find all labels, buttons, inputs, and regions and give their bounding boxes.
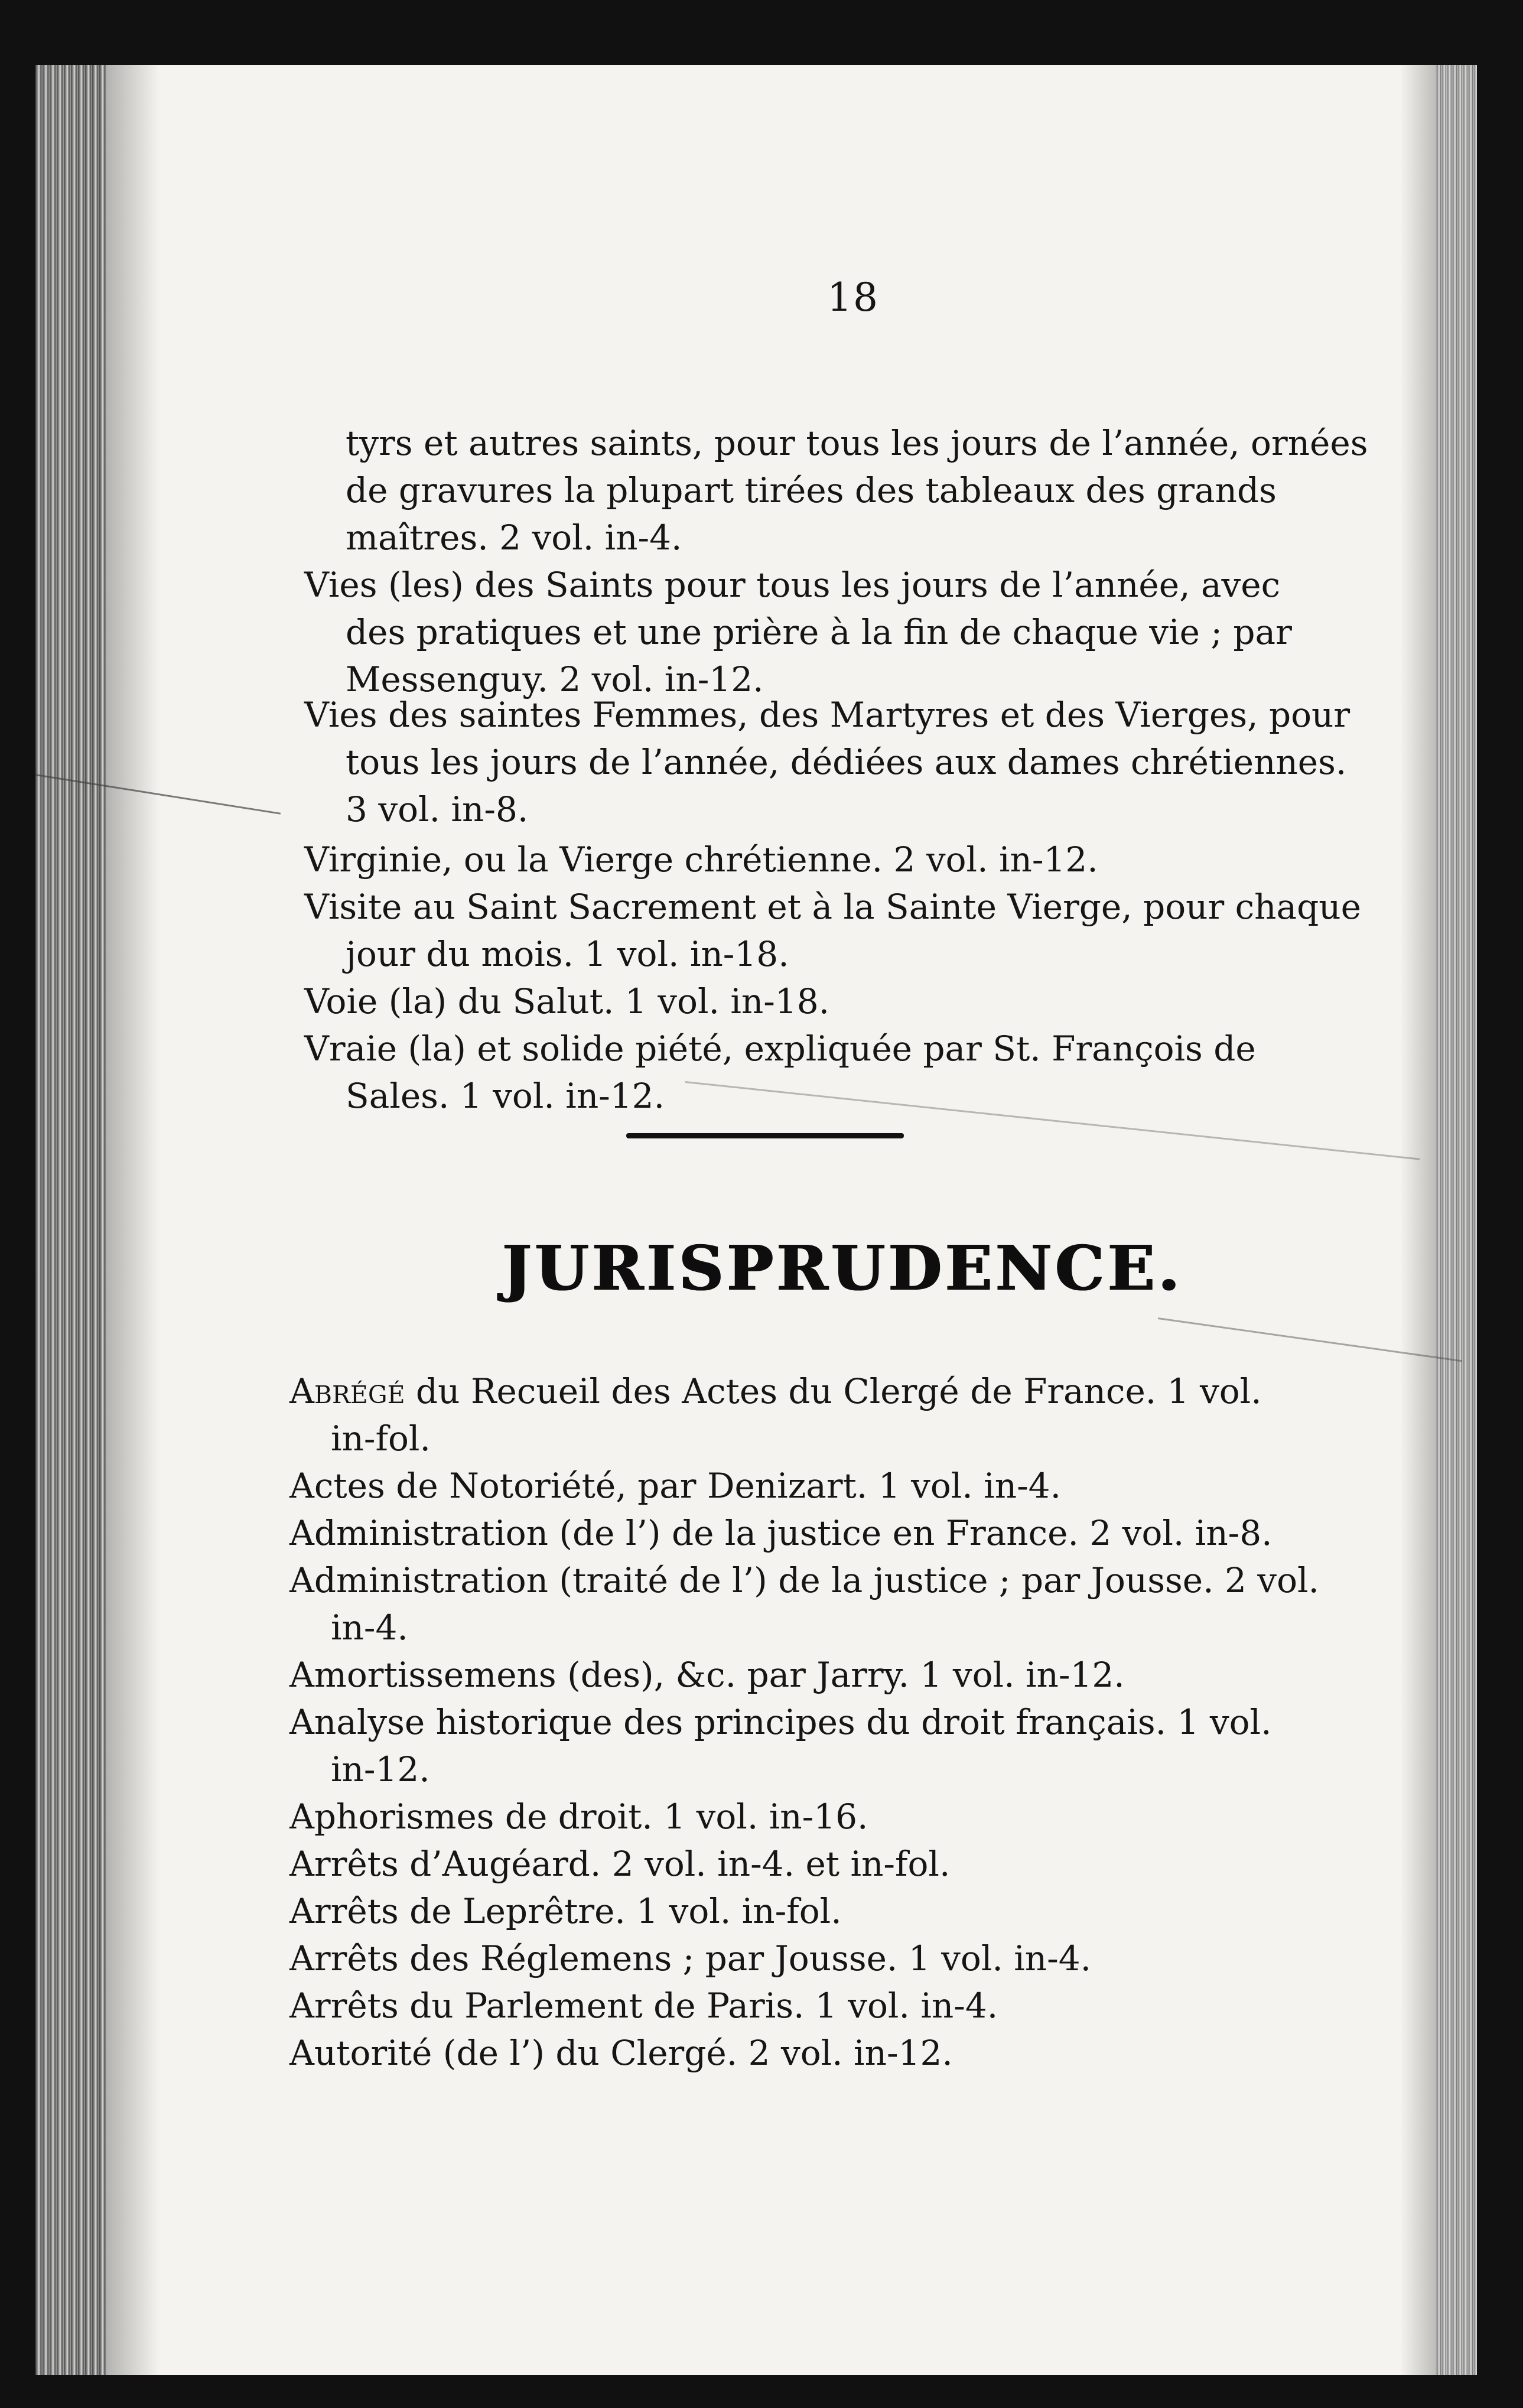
page-edge-shadow bbox=[1400, 65, 1436, 2375]
catalog-entry bbox=[304, 691, 1350, 833]
entry-line: jour du mois. 1 vol. in-18. bbox=[346, 934, 789, 974]
catalog-entry bbox=[304, 1025, 1256, 1120]
entry-line: tyrs et autres saints, pour tous les jours de l’année, ornées bbox=[346, 423, 1368, 463]
entry-line: 3 vol. in-8. bbox=[346, 789, 529, 829]
catalog-entry bbox=[289, 2029, 953, 2077]
entry-line: Virginie, ou la Vierge chrétienne. 2 vol. in-12. bbox=[304, 839, 1098, 880]
entry-line: Arrêts de Leprêtre. 1 vol. in-fol. bbox=[289, 1891, 842, 1931]
catalog-entry bbox=[289, 1793, 868, 1840]
catalog-entry bbox=[289, 1698, 1272, 1793]
entry-line: Administration (traité de l’) de la justice ; par Jousse. 2 vol. bbox=[289, 1560, 1319, 1600]
entry-line: Analyse historique des principes du droit français. 1 vol. bbox=[289, 1702, 1272, 1742]
catalog-entry bbox=[289, 1935, 1091, 1982]
catalog-entry bbox=[289, 1509, 1273, 1557]
catalog-entry bbox=[289, 1651, 1125, 1698]
entry-line: Voie (la) du Salut. 1 vol. in-18. bbox=[304, 981, 830, 1021]
entry-line: Actes de Notoriété, par Denizart. 1 vol. in-4. bbox=[289, 1466, 1062, 1506]
entry-line: Visite au Saint Sacrement et à la Sainte Vierge, pour chaque bbox=[304, 887, 1361, 927]
catalog-entry bbox=[304, 883, 1361, 978]
entry-line: Sales. 1 vol. in-12. bbox=[346, 1076, 665, 1116]
entry-line: Autorité (de l’) du Clergé. 2 vol. in-12. bbox=[289, 2033, 953, 2073]
entry-text: du Recueil des Actes du Clergé de France. 1 vol. bbox=[405, 1371, 1262, 1411]
page-number: 18 bbox=[827, 275, 879, 320]
catalog-entry bbox=[289, 1888, 842, 1935]
entry-line: Messenguy. 2 vol. in-12. bbox=[346, 659, 764, 699]
entry-line: in-4. bbox=[331, 1607, 408, 1648]
entry-line bbox=[289, 1368, 1262, 1415]
entry-line: maîtres. 2 vol. in-4. bbox=[346, 518, 682, 558]
page-edge bbox=[1436, 65, 1477, 2375]
catalog-entry bbox=[289, 1368, 1262, 1462]
entry-lead: Abrégé bbox=[289, 1371, 405, 1411]
section-divider bbox=[626, 1133, 904, 1138]
catalog-entry bbox=[304, 561, 1292, 703]
section-title: JURISPRUDENCE. bbox=[502, 1232, 1183, 1304]
entry-line: in-fol. bbox=[331, 1418, 431, 1459]
entry-line: Administration (de l’) de la justice en France. 2 vol. in-8. bbox=[289, 1513, 1273, 1553]
catalog-entry bbox=[289, 1462, 1061, 1509]
entry-line: in-12. bbox=[331, 1749, 430, 1789]
entry-line: Vies des saintes Femmes, des Martyres et des Vierges, pour bbox=[304, 695, 1350, 735]
catalog-entry bbox=[346, 419, 1368, 561]
entry-line: Arrêts du Parlement de Paris. 1 vol. in-4. bbox=[289, 1986, 998, 2026]
catalog-entry bbox=[289, 1840, 950, 1888]
entry-line: Arrêts des Réglemens ; par Jousse. 1 vol. in-4. bbox=[289, 1938, 1092, 1979]
entry-line: de gravures la plupart tirées des tableaux des grands bbox=[346, 470, 1277, 510]
entry-line: Amortissemens (des), &c. par Jarry. 1 vol. in-12. bbox=[289, 1655, 1125, 1695]
book-page bbox=[35, 65, 1477, 2375]
entry-line: Arrêts d’Augéard. 2 vol. in-4. et in-fol. bbox=[289, 1844, 951, 1884]
binding-gutter bbox=[35, 65, 106, 2375]
catalog-entry bbox=[304, 836, 1098, 883]
entry-line: des pratiques et une prière à la fin de chaque vie ; par bbox=[346, 612, 1292, 652]
entry-line: Vies (les) des Saints pour tous les jours de l’année, avec bbox=[304, 565, 1281, 605]
gutter-shadow bbox=[106, 65, 160, 2375]
entry-line: Vraie (la) et solide piété, expliquée par St. François de bbox=[304, 1029, 1256, 1069]
catalog-entry bbox=[289, 1982, 998, 2029]
catalog-entry bbox=[289, 1557, 1319, 1651]
entry-line: tous les jours de l’année, dédiées aux dames chrétiennes. bbox=[346, 742, 1347, 782]
catalog-entry bbox=[304, 978, 829, 1025]
entry-line: Aphorismes de droit. 1 vol. in-16. bbox=[289, 1797, 868, 1837]
